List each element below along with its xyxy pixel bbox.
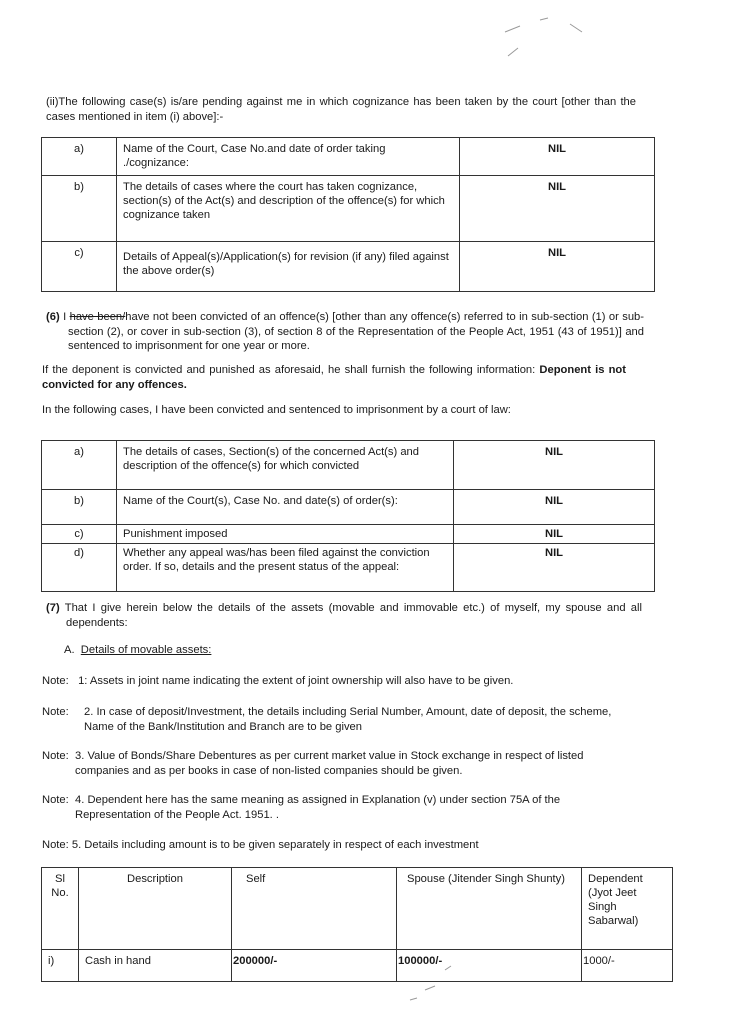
movable-assets-table [41,867,673,982]
note-text: 4. Dependent here has the same meaning as assigned in Explanation (v) under section 75A of the Representation of the People Act. 1951. . [75,794,561,821]
pending-cases-table [41,137,655,292]
row-value: NIL [460,242,655,292]
deponent-text: If the deponent is convicted and punished as aforesaid, he shall furnish the following information: [42,364,536,376]
struck-text: have been/ [69,311,126,323]
table-row [42,525,655,544]
row-value: NIL [454,544,655,592]
row-label: a) [42,138,117,176]
note-prefix: Note: [42,794,69,806]
note-prefix: Note: [42,750,69,762]
header-spouse: Spouse (Jitender Singh Shunty) [397,868,582,950]
section-ii-intro: (ii)The following case(s) is/are pending against me in which cognizance has been taken by the court [other than the cases mentioned in item (i) above]:- [46,96,636,123]
row-text: Name of the Court(s), Case No. and date(s) of order(s): [117,490,454,525]
row-value: NIL [454,525,655,544]
deponent-paragraph [42,363,626,392]
header-self: Self [232,868,397,950]
row-label: b) [42,176,117,242]
row-label: d) [42,544,117,592]
table-row [42,138,655,176]
section-number: (7) [46,602,60,614]
cell-description: Cash in hand [79,950,232,982]
row-text: The details of cases, Section(s) of the concerned Act(s) and description of the offence(s) for which convicted [117,441,454,490]
table-row [42,176,655,242]
table-row [42,441,655,490]
row-text: Name of the Court, Case No.and date of order taking ./cognizance: [117,138,460,176]
section-6-paragraph [46,310,644,354]
header-description: Description [79,868,232,950]
row-text: Details of Appeal(s)/Application(s) for revision (if any) filed against the above order(s) [117,242,460,292]
row-label: a) [42,441,117,490]
table-row [42,242,655,292]
deponent-statement: Deponent is not convicted for any offences. [42,364,626,391]
row-value: NIL [454,441,655,490]
following-cases-text: In the following cases, I have been convicted and sentenced to imprisonment by a court of law: [42,404,511,416]
row-text: Whether any appeal was/has been filed against the conviction order. If so, details and the present status of the appeal: [117,544,454,592]
note-text: 1: Assets in joint name indicating the extent of joint ownership will also have to be given. [78,675,514,687]
table-row [42,490,655,525]
sub-heading: Details of movable assets: [80,644,212,656]
note-5 [42,838,622,853]
table-header-row [42,868,673,950]
row-text: Punishment imposed [117,525,454,544]
row-label: c) [42,525,117,544]
row-label: b) [42,490,117,525]
cell-sl: i) [42,950,79,982]
header-dependent: Dependent (Jyot Jeet Singh Sabarwal) [582,868,673,950]
note-text: 3. Value of Bonds/Share Debentures as per current market value in Stock exchange in respect of listed companies and as per books in case of non-listed companies should be given. [75,750,584,777]
section-6-text: have not been convicted of an offence(s) [other than any offence(s) referred to in sub-section (1) or sub-section (2), or cover in sub-section (3), of section 8 of the Representation of the People Act, 1951 (43 of 1951)] and sentenced to imprisonment for one year or more. [68,311,645,352]
note-prefix: Note: [42,675,69,687]
section-6-lead: I [63,311,67,323]
conviction-table [41,440,655,592]
table-row [42,544,655,592]
note-1 [42,674,622,689]
row-value: NIL [454,490,655,525]
note-3 [42,749,622,778]
note-prefix: Note: [42,706,69,718]
scan-mark-top [500,12,610,62]
section-7-paragraph [46,601,642,630]
note-4 [42,793,622,822]
note-text: 5. Details including amount is to be given separately in respect of each investment [71,839,479,851]
pen-scribble-icon [500,12,610,62]
row-value: NIL [460,138,655,176]
sub-label: A. [64,644,75,656]
section-7-text: That I give herein below the details of the assets (movable and immovable etc.) of myself, my spouse and all dependents: [64,602,642,629]
note-2 [42,705,622,734]
note-prefix: Note: [42,839,69,851]
row-text: The details of cases where the court has taken cognizance, section(s) of the Act(s) and description of the offence(s) for which cognizance taken [117,176,460,242]
row-label: c) [42,242,117,292]
table-row [42,950,673,982]
movable-assets-heading [64,644,211,656]
cell-spouse: 100000/- [397,950,582,982]
cell-self: 200000/- [232,950,397,982]
cell-dependent: 1000/- [582,950,673,982]
row-value: NIL [460,176,655,242]
note-text: 2. In case of deposit/Investment, the details including Serial Number, Amount, date of deposit, the scheme, Name of the Bank/Institution and Branch are to be given [84,706,612,733]
header-sl-no: Sl No. [42,868,79,950]
section-number: (6) [46,311,60,323]
